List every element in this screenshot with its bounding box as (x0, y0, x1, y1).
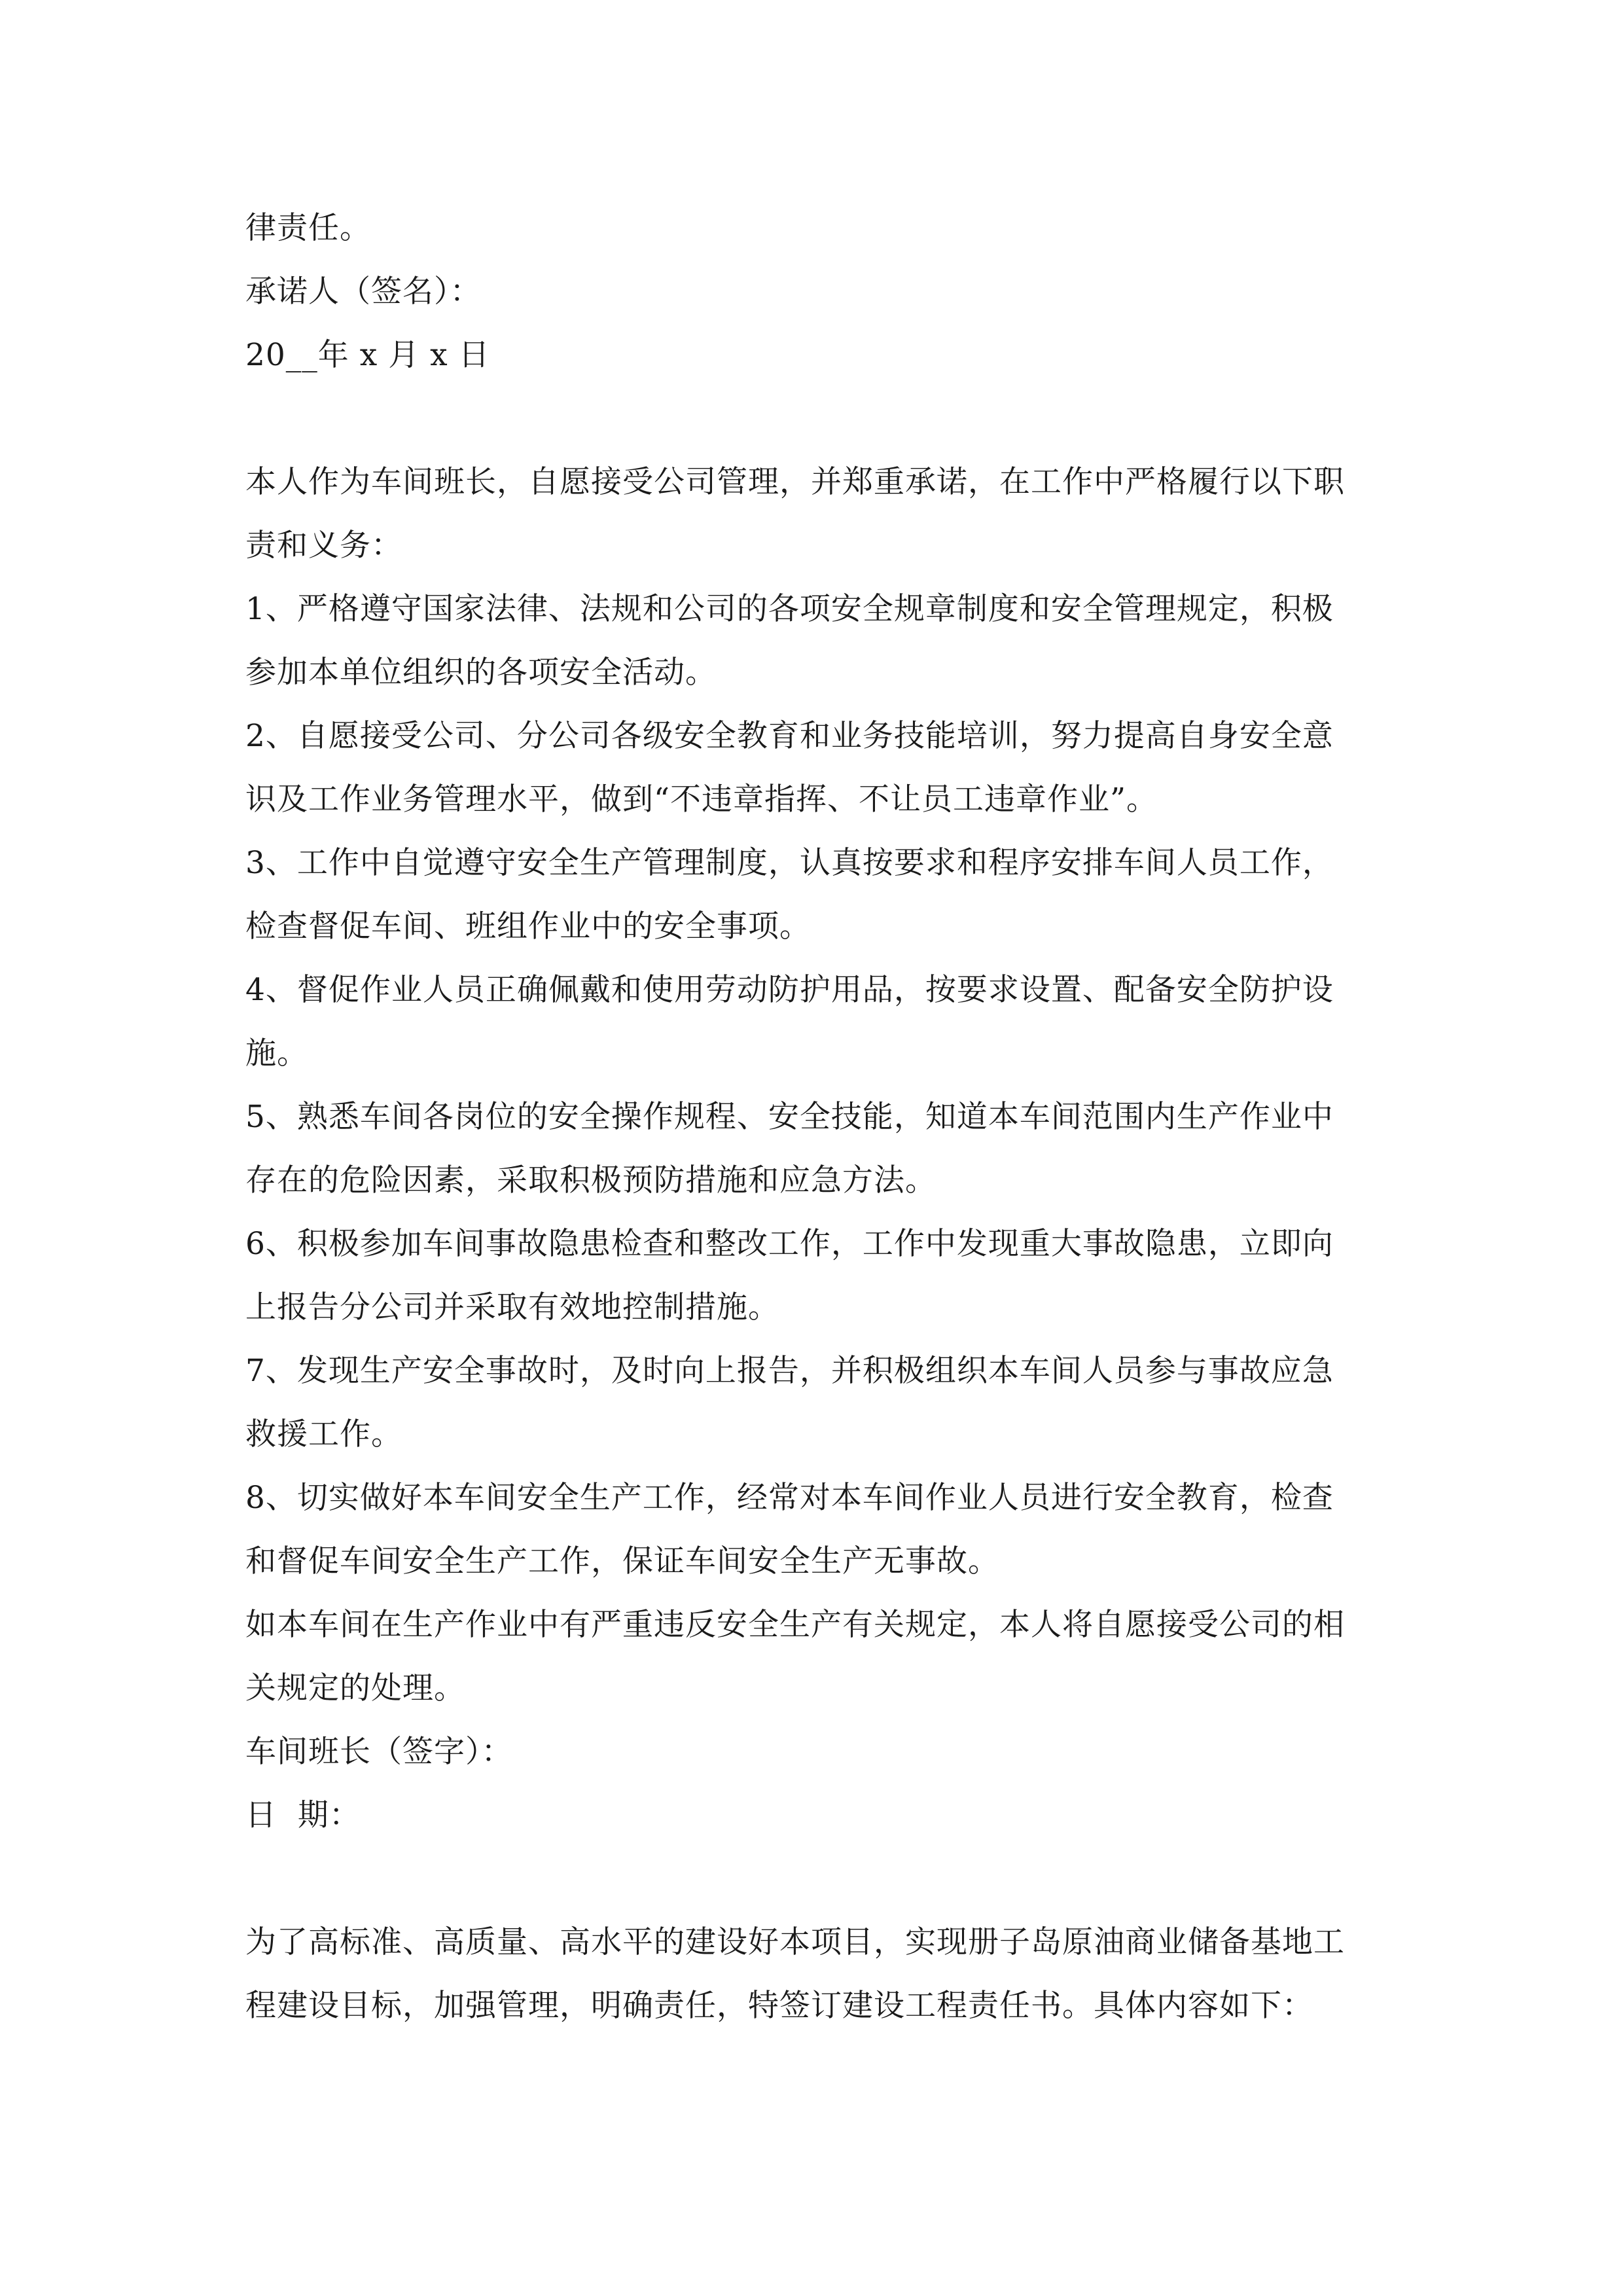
list-item-3: 3、工作中自觉遵守安全生产管理制度，认真按要求和程序安排车间人员工作， (245, 845, 1334, 881)
document-page (245, 196, 1384, 2037)
list-item-4: 4、督促作业人员正确佩戴和使用劳动防护用品，按要求设置、配备安全防护设 (245, 972, 1334, 1008)
closing-line: 如本车间在生产作业中有严重违反安全生产有关规定，本人将自愿接受公司的相 (245, 1607, 1345, 1643)
list-item-1: 1、严格遵守国家法律、法规和公司的各项安全规章制度和安全管理规定，积极 (245, 591, 1334, 627)
team-leader-signature-line: 车间班长（签字）： (245, 1734, 513, 1770)
list-item-2-cont: 识及工作业务管理水平，做到“不违章指挥、不让员工违章作业”。 (245, 781, 1158, 817)
date-line: 20__年 x 月 x 日 (245, 337, 490, 373)
list-item-8-cont: 和督促车间安全生产工作，保证车间安全生产无事故。 (245, 1543, 999, 1579)
list-item-7-cont: 救援工作。 (245, 1416, 402, 1452)
section-gap (245, 1847, 1384, 1910)
intro-line: 为了高标准、高质量、高水平的建设好本项目，实现册子岛原油商业储备基地工 (245, 1924, 1345, 1960)
list-item-7: 7、发现生产安全事故时，及时向上报告，并积极组织本车间人员参与事故应急 (245, 1353, 1334, 1389)
list-item-8: 8、切实做好本车间安全生产工作，经常对本车间作业人员进行安全教育，检查 (245, 1480, 1334, 1516)
section-a (245, 196, 1384, 387)
intro-line: 责和义务： (245, 528, 402, 564)
list-item-4-cont: 施。 (245, 1035, 308, 1071)
closing-line: 关规定的处理。 (245, 1670, 465, 1706)
list-item-2: 2、自愿接受公司、分公司各级安全教育和业务技能培训，努力提高自身安全意 (245, 718, 1334, 754)
promisor-signature-line: 承诺人（签名）： (245, 274, 482, 310)
text-line: 律责任。 (245, 210, 371, 246)
intro-line: 本人作为车间班长，自愿接受公司管理，并郑重承诺，在工作中严格履行以下职 (245, 464, 1345, 500)
date-line: 日 期： (245, 1797, 361, 1833)
section-gap (245, 387, 1384, 450)
section-c (245, 1910, 1384, 2037)
list-item-6: 6、积极参加车间事故隐患检查和整改工作，工作中发现重大事故隐患，立即向 (245, 1226, 1334, 1262)
list-item-1-cont: 参加本单位组织的各项安全活动。 (245, 655, 717, 691)
section-b (245, 450, 1384, 1847)
intro-line: 程建设目标，加强管理，明确责任，特签订建设工程责任书。具体内容如下： (245, 1988, 1313, 2024)
list-item-6-cont: 上报告分公司并采取有效地控制措施。 (245, 1289, 779, 1325)
list-item-5: 5、熟悉车间各岗位的安全操作规程、安全技能，知道本车间范围内生产作业中 (245, 1099, 1334, 1135)
list-item-3-cont: 检查督促车间、班组作业中的安全事项。 (245, 908, 811, 944)
list-item-5-cont: 存在的危险因素，采取积极预防措施和应急方法。 (245, 1162, 936, 1198)
